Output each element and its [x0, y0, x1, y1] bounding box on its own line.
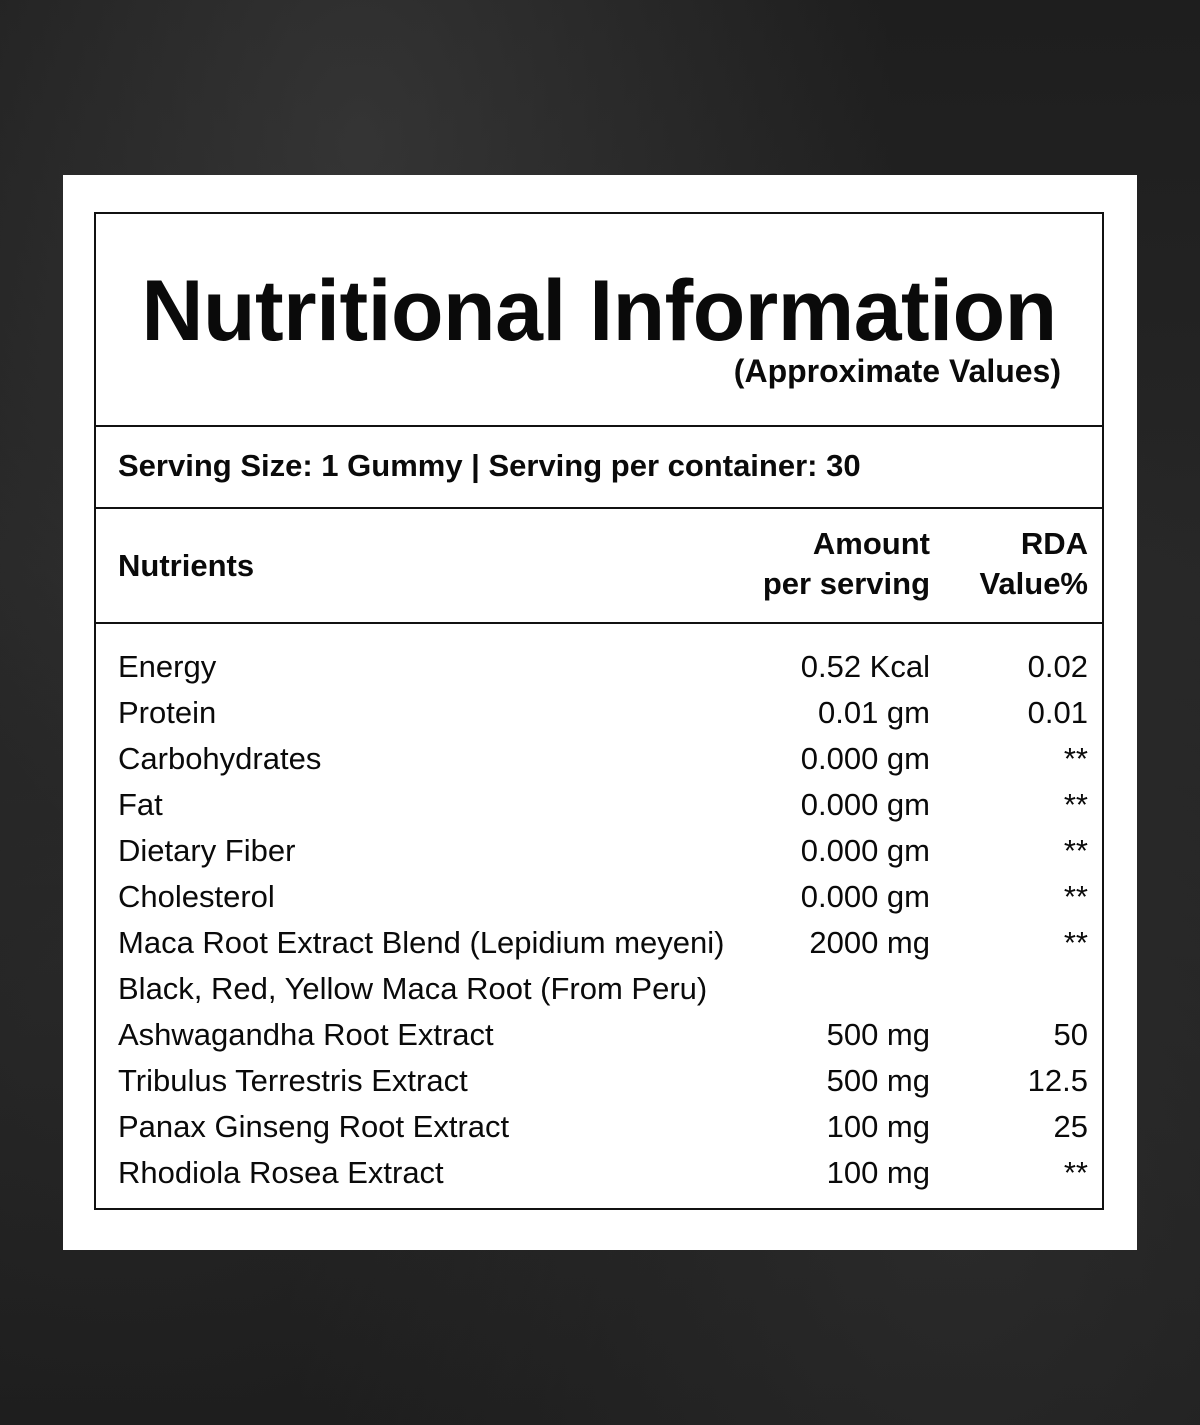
nutrient-name: Panax Ginseng Root Extract: [118, 1109, 510, 1144]
header-nutrients: Nutrients: [118, 548, 255, 583]
table-row: [96, 828, 1102, 874]
nutrient-amount: 2000 mg: [809, 925, 930, 960]
table-row: [96, 1104, 1102, 1150]
header-rda-line1: RDA: [1020, 526, 1088, 561]
nutrient-name: Tribulus Terrestris Extract: [118, 1063, 468, 1098]
table-row: [96, 690, 1102, 736]
table-row: [96, 874, 1102, 920]
nutrient-rda: 50: [1053, 1017, 1088, 1052]
nutrient-rda: 25: [1053, 1109, 1088, 1144]
nutrient-name: Ashwagandha Root Extract: [118, 1017, 494, 1052]
table-header: [96, 509, 1102, 624]
nutrient-rows: [96, 644, 1102, 1196]
nutrient-rda: **: [1063, 925, 1088, 960]
nutrient-rda: **: [1063, 787, 1088, 822]
page-title: Nutritional Information: [141, 263, 1057, 359]
header-rda-line2: Value%: [979, 566, 1088, 601]
nutrient-name: Protein: [118, 695, 217, 730]
table-row: [96, 782, 1102, 828]
table-row: [96, 736, 1102, 782]
nutrient-name: Fat: [118, 787, 163, 822]
nutrient-rda: **: [1063, 833, 1088, 868]
header-rda: [979, 524, 1088, 604]
nutrient-rda: 12.5: [1027, 1063, 1088, 1098]
nutrient-name: Energy: [118, 649, 217, 684]
nutrient-name: Dietary Fiber: [118, 833, 296, 868]
table-row: [96, 1012, 1102, 1058]
nutrient-name: Black, Red, Yellow Maca Root (From Peru): [118, 971, 708, 1006]
nutrient-amount: 0.000 gm: [800, 833, 930, 868]
nutrient-amount: 0.000 gm: [800, 787, 930, 822]
nutrient-name: Rhodiola Rosea Extract: [118, 1155, 444, 1190]
serving-section: [96, 427, 1102, 509]
nutrient-amount: 0.000 gm: [800, 879, 930, 914]
table-row: [96, 644, 1102, 690]
nutrient-rda: **: [1063, 1155, 1088, 1190]
table-row: [96, 1058, 1102, 1104]
nutrient-rda: 0.01: [1027, 695, 1088, 730]
header-amount-line2: per serving: [762, 566, 930, 601]
serving-info: Serving Size: 1 Gummy | Serving per container: 30: [118, 448, 861, 483]
page-subtitle: (Approximate Values): [733, 353, 1061, 389]
nutrient-name: Cholesterol: [118, 879, 275, 914]
nutrition-panel: [94, 212, 1104, 1210]
table-row: [96, 1150, 1102, 1196]
nutrient-rda: **: [1063, 879, 1088, 914]
header-amount: [763, 524, 930, 604]
nutrient-amount: 100 mg: [826, 1155, 930, 1190]
header-amount-line1: Amount: [812, 526, 930, 561]
nutrient-rda: 0.02: [1027, 649, 1088, 684]
nutrient-amount: 500 mg: [826, 1063, 930, 1098]
table-row: [96, 966, 1102, 1012]
nutrient-amount: 500 mg: [826, 1017, 930, 1052]
title-section: [96, 214, 1102, 427]
nutrition-card: [63, 175, 1137, 1250]
nutrient-amount: 100 mg: [826, 1109, 930, 1144]
nutrient-name: Carbohydrates: [118, 741, 322, 776]
nutrient-name: Maca Root Extract Blend (Lepidium meyeni): [118, 925, 725, 960]
nutrient-rda: **: [1063, 741, 1088, 776]
nutrient-amount: 0.52 Kcal: [800, 649, 930, 684]
nutrient-amount: 0.000 gm: [800, 741, 930, 776]
table-row: [96, 920, 1102, 966]
nutrient-amount: 0.01 gm: [817, 695, 930, 730]
